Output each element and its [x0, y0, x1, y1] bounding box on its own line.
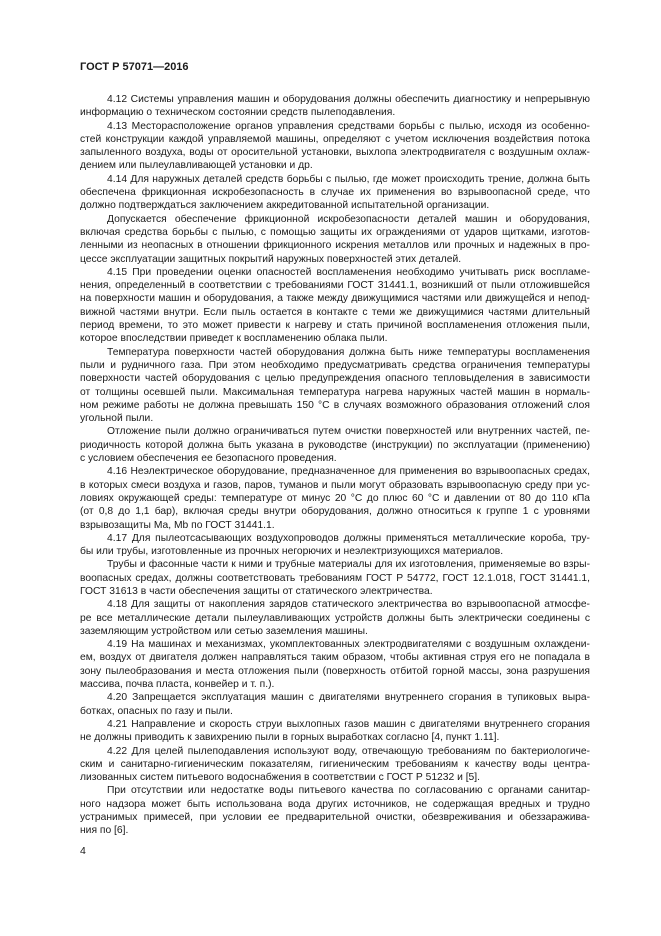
- paragraph: [80, 346, 590, 426]
- text-line: период времени, то это может привести к нагреву и стать причиной воспламенения отложения пыли,: [80, 320, 590, 332]
- text-line: которое впоследствии приведет к воспламенению облака пыли.: [80, 333, 388, 345]
- paragraph: [80, 120, 590, 173]
- text-line: заземляющим устройством или сетью заземления машины.: [80, 625, 368, 637]
- paragraph: [80, 266, 590, 346]
- text-line: информацию о техническом состоянии средств пылеподавления.: [80, 107, 396, 119]
- text-line: ботках, опасных по газу и пыли.: [80, 705, 233, 717]
- text-line: 4.21 Направление и скорость струи выхлопных газов машин с двигателями внутреннего сгорания: [107, 718, 590, 730]
- text-line: угольной пыли.: [80, 413, 154, 425]
- text-line: устранимых примесей, при условии ее предварительной очистки, обезвреживания и обеззаражива-: [80, 812, 590, 824]
- paragraph: [80, 173, 590, 213]
- text-line: цессе эксплуатации защитных покрытий наружных поверхностей этих деталей.: [80, 253, 462, 265]
- text-line: риодичность которой должна быть указана в руководстве (инструкции) по эксплуатации (применению): [80, 439, 590, 451]
- text-line: ловиях окружающей среды: температуре от минус 20 °С до плюс 60 °С и давлении от 80 до 110 кПа: [80, 492, 590, 504]
- text-line: 4.12 Системы управления машин и оборудования должны обеспечить диагностику и непрерывную: [107, 94, 590, 105]
- document-header: ГОСТ Р 57071—2016: [80, 61, 189, 73]
- page-number: 4: [80, 845, 86, 857]
- text-line: дением или пылеулавливающей установки и др.: [80, 160, 313, 172]
- text-line: на поверхности машин и оборудования, а также между движущимися частями или движущейся и непод-: [80, 293, 590, 305]
- text-line: бы или трубы, изготовленные из прочных негорючих и неэлектризующихся материалов.: [80, 546, 504, 558]
- text-line: взрывозащиты Ма, Mb по ГОСТ 31441.1.: [80, 519, 275, 531]
- text-line: При отсутствии или недостатке воды питьевого качества по согласованию с органами санитар-: [107, 785, 590, 797]
- text-line: 4.13 Месторасположение органов управления средствами борьбы с пылью, исходя из особенно-: [107, 120, 590, 132]
- text-line: нения, определенный в соответствии с требованиями ГОСТ 31441.1, возникший от пыли отложившейся: [80, 280, 590, 292]
- text-line: ленными из неопасных в отношении фрикционного искрения металлов или прочных и надежных в про-: [80, 240, 590, 252]
- text-line: Допускается обеспечение фрикционной искробезопасности деталей машин и оборудования,: [107, 213, 590, 225]
- text-line: (от 0,8 до 1,1 бар), включая среды внутри оборудования, должно относиться к группе 1 с уровнями: [80, 506, 590, 518]
- text-line: запыленного воздуха, воды от оросительной установки, выхлопа электродвигателя с воздушным охлаж-: [80, 147, 590, 159]
- text-line: включая средства борьбы с пылью, с помощью защиты их ограждениями от ударов щитками, изготов-: [80, 226, 590, 238]
- text-line: ного надзора может быть использована вода других источников, не содержащая вредных и трудно: [80, 798, 590, 810]
- text-line: ния по [6].: [80, 825, 129, 837]
- text-line: Трубы и фасонные части к ними и трубные материалы для их изготовления, применяемые во взры-: [107, 559, 590, 571]
- text-line: 4.16 Неэлектрическое оборудование, предназначенное для применения во взрывоопасных средах,: [107, 466, 590, 478]
- text-line: обеспечена фрикционная искробезопасность в случае их применения во взрывоопасной среде, что: [80, 187, 590, 199]
- text-line: ем, воздух от двигателя должен направляться таким образом, чтобы активная струя его не попадала в: [80, 652, 590, 664]
- text-line: ре все металлические детали пылеулавливающих устройств должны быть электрически соединены с: [80, 612, 590, 624]
- text-line: ским и санитарно-гигиеническим показателям, гигиеническим требованиям к качеству воды центра-: [80, 758, 590, 770]
- text-line: лизованных систем питьевого водоснабжения в соответствии с ГОСТ Р 51232 и [5].: [80, 772, 481, 784]
- text-line: стей конструкции каждой управляемой машины, определяют с учетом исключения воздействия потока: [80, 133, 590, 145]
- text-line: 4.15 При проведении оценки опасностей воспламенения необходимо учитывать риск воспламе-: [107, 266, 590, 278]
- paragraph: [80, 213, 590, 266]
- paragraph: [80, 93, 590, 120]
- paragraph: [80, 558, 590, 598]
- text-line: ном режиме работы не должна превышать 150 °С в случаях возможного образования отложений слоя: [80, 399, 590, 411]
- text-line: зону пылеобразования и места отложения пыли (поверхность отбитой горной массы, зона разрушения: [80, 665, 590, 677]
- paragraph: [80, 718, 590, 745]
- paragraph: [80, 784, 590, 837]
- paragraph: [80, 691, 590, 718]
- text-line: с условием обеспечения ее безопасного проведения.: [80, 453, 337, 465]
- text-line: в которых смеси воздуха и газов, паров, туманов и пыли могут образовать взрывоопасную среду при ус-: [80, 479, 590, 491]
- text-line: Отложение пыли должно ограничиваться путем очистки поверхностей или внутренних частей, пе-: [107, 426, 590, 438]
- text-line: 4.22 Для целей пылеподавления используют воду, отвечающую требованиям по бактериологиче-: [107, 745, 590, 757]
- paragraph: [80, 598, 590, 638]
- text-line: 4.14 Для наружных деталей средств борьбы с пылью, где может происходить трение, должна быть: [107, 173, 590, 185]
- text-line: 4.19 На машинах и механизмах, укомплектованных электродвигателями с воздушным охлаждени-: [107, 639, 590, 651]
- text-line: массива, почва пласта, конвейер и т. п.).: [80, 679, 275, 691]
- text-line: 4.17 Для пылеотсасывающих воздухопроводов должны применяться металлические короба, тру-: [107, 532, 590, 544]
- text-line: Температура поверхности частей оборудования должна быть ниже температуры воспламенения: [107, 346, 590, 358]
- text-line: 4.18 Для защиты от накопления зарядов статического электричества во взрывоопасной атмосфе-: [107, 599, 590, 611]
- paragraph: [80, 745, 590, 785]
- text-line: вижной частями внутри. Если пыль остается в контакте с теми же движущимися частями длительный: [80, 306, 590, 318]
- text-line: воопасных средах, должны соответствовать требованиям ГОСТ Р 54772, ГОСТ 12.1.018, ГОСТ 31441.1,: [80, 572, 590, 584]
- document-body: [80, 93, 590, 838]
- text-line: не должны приводить к завихрению пыли в горных выработках согласно [4, пункт 1.11].: [80, 732, 500, 744]
- paragraph: [80, 425, 590, 465]
- text-line: поверхности частей оборудования с целью предупреждения опасного тепловыделения в зависимости: [80, 373, 590, 385]
- text-line: от толщины осевшей пыли. Максимальная температура нагрева наружных частей машин в нормаль-: [80, 386, 590, 398]
- paragraph: [80, 638, 590, 691]
- text-line: ГОСТ 31613 в части обеспечения защиты от статического электричества.: [80, 585, 433, 597]
- paragraph: [80, 532, 590, 559]
- text-line: 4.20 Запрещается эксплуатация машин с двигателями внутреннего сгорания в тупиковых выра-: [107, 692, 590, 704]
- text-line: должно подтверждаться заключением аккредитованной испытательной организации.: [80, 200, 490, 212]
- text-line: пыли и рудничного газа. При этом необходимо предусматривать средства ограничения температуры: [80, 359, 590, 371]
- paragraph: [80, 465, 590, 531]
